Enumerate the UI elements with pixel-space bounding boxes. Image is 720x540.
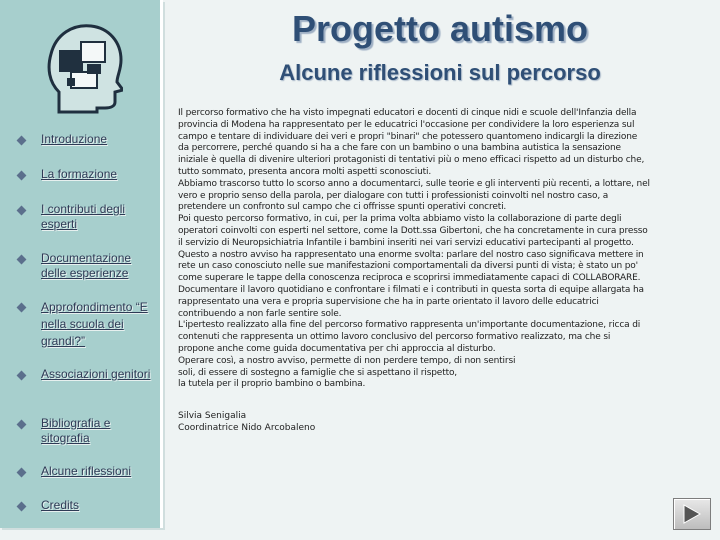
page-subtitle: Alcune riflessioni sul percorso bbox=[279, 60, 601, 85]
page-title: Progetto autismo bbox=[291, 8, 588, 49]
sidebar-item-label[interactable]: I contributi degli esperti bbox=[41, 202, 126, 231]
sidebar-item-credits[interactable] bbox=[0, 498, 160, 513]
diamond-bullet-icon bbox=[17, 171, 27, 181]
sidebar-item-formazione[interactable] bbox=[0, 167, 160, 182]
sidebar-item-label[interactable]: Alcune riflessioni bbox=[41, 464, 132, 478]
signature: Silvia Senigalia Coordinatrice Nido Arcobaleno bbox=[178, 411, 316, 433]
head-puzzle-logo-icon bbox=[45, 20, 123, 115]
diamond-bullet-icon bbox=[17, 303, 27, 313]
sidebar-item-label[interactable]: Bibliografia e sitografia bbox=[41, 416, 111, 445]
sidebar-item-documentazione[interactable] bbox=[0, 251, 160, 281]
sidebar bbox=[0, 0, 163, 528]
sidebar-item-associazioni[interactable] bbox=[0, 367, 160, 382]
sidebar-item-introduzione[interactable] bbox=[0, 132, 160, 147]
diamond-bullet-icon bbox=[17, 502, 27, 512]
sidebar-item-label[interactable]: La formazione bbox=[41, 167, 118, 181]
sidebar-item-riflessioni[interactable] bbox=[0, 464, 160, 479]
next-arrow-icon bbox=[683, 504, 701, 524]
sidebar-item-approfondimento[interactable] bbox=[0, 299, 160, 350]
sidebar-item-label[interactable]: Approfondimento “E nella scuola dei grandi?” bbox=[41, 300, 148, 348]
next-page-button[interactable] bbox=[673, 498, 711, 530]
diamond-bullet-icon bbox=[17, 255, 27, 265]
sidebar-item-bibliografia[interactable] bbox=[0, 416, 160, 446]
diamond-bullet-icon bbox=[17, 371, 27, 381]
diamond-bullet-icon bbox=[17, 136, 27, 146]
sidebar-item-label[interactable]: Introduzione bbox=[41, 132, 108, 146]
sidebar-item-label[interactable]: Credits bbox=[41, 498, 80, 512]
diamond-bullet-icon bbox=[17, 206, 27, 216]
diamond-bullet-icon bbox=[17, 468, 27, 478]
body-text: Il percorso formativo che ha visto impegnati educatori e docenti di cinque nidi e scuole dell'Infanzia della provincia di Modena ha rappresentato per le educatrici l'occasione per condividere la loro esperienza sul campo e tentare di individuare dei veri e propri "binari" che potessero quantomeno indicargli la direzione da percorrere, perché quando si ha a che fare con un bambino o una bambina autistica la sensazione iniziale è quella di divenire ulteriori protagonisti di tentativi più o meno efficaci rispetto ad un disturbo che, tutto sommato, presenta ancora molti aspetti sconosciuti. Abbiamo trascorso tutto lo scorso anno a documentarci, sulle teorie e gli interventi più recenti, a lottare, nel vero e proprio senso della parola, per dialogare con tutti i professionisti coinvolti nel nostro caso, a pretendere un confronto sul campo che ci offrisse spunti operativi concreti. Poi questo percorso formativo, in cui, per la prima volta abbiamo visto la collaborazione di parte degli operatori coinvolti con esperti nel settore, come la Dott.ssa Gibertoni, che ha concretamente in cura presso il servizio di Neuropsichiatria Infantile i bambini inseriti nei vari servizi educativi partecipanti al progetto. Questo a nostro avviso ha rappresentato una enorme svolta: parlare del nostro caso significava mettere in rete un caso conosciuto nelle sue manifestazioni comportamentali da diversi punti di vista; è stato un po' come superare le tappe della conoscenza reciproca e scoprirsi immediatamente capaci di COLLABORARE. Documentare il lavoro quotidiano e confrontare i filmati e i contributi in questa sorta di equipe allargata ha rappresentato una vera e propria supervisione che ha in parte orientato il lavoro delle educatrici contribuendo a non farle sentire sole. L'ipertesto realizzato alla fine del percorso formativo rappresenta un'importante documentazione, ricca di contenuti che rappresenta un ottimo lavoro conclusivo del percorso formativo realizzato, ma che si propone anche come guida documentativa per chi approccia al disturbo. Operare così, a nostro avviso, permette di non perdere tempo, di non sentirsi soli, di essere di sostegno a famiglie che si aspettano il rispetto, la tutela per il proprio bambino o bambina. bbox=[178, 108, 650, 390]
diamond-bullet-icon bbox=[17, 420, 27, 430]
sidebar-item-label[interactable]: Associazioni genitori bbox=[41, 367, 151, 381]
sidebar-item-contributi[interactable] bbox=[0, 202, 160, 232]
sidebar-item-label[interactable]: Documentazione delle esperienze bbox=[41, 251, 132, 280]
